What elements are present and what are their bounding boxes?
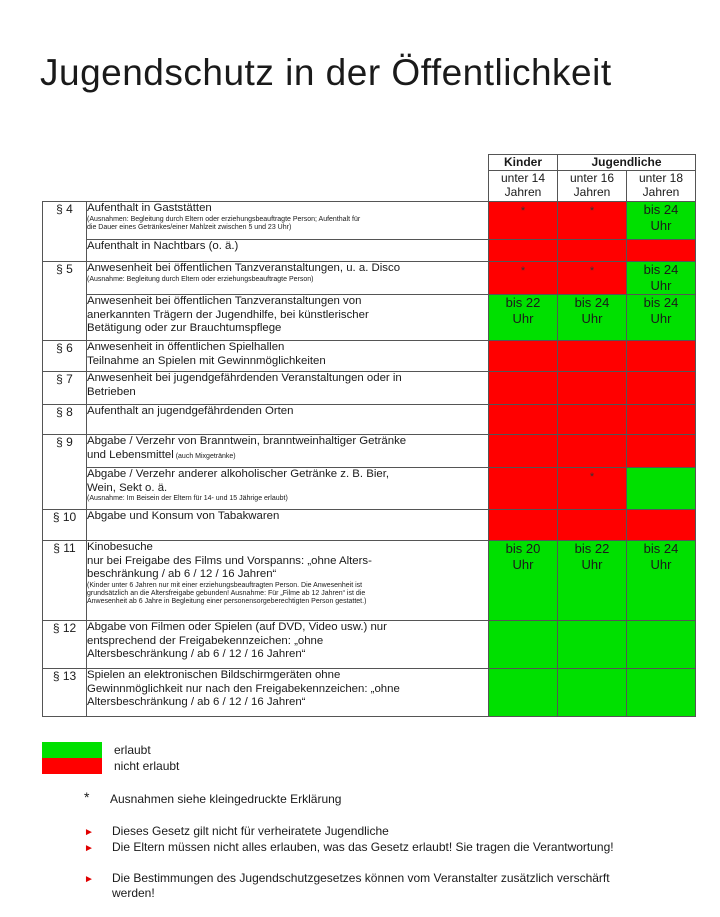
table-row [43,240,696,262]
description-line: Wein, Sekt o. ä. [87,481,168,494]
table-row [43,405,696,435]
bullet-text: Dieses Gesetz gilt nicht für verheiratete Jugendliche [112,824,389,838]
rule-description [87,405,489,435]
legend-nicht-erlaubt-label: nicht erlaubt [114,759,180,773]
status-cell-nicht-erlaubt [489,510,558,541]
exception-marker: * [589,471,595,483]
age-header-1 [489,171,558,202]
description-line: Abgabe von Filmen oder Spielen (auf DVD, Video usw.) nur [87,621,387,633]
time-limit: Uhr [650,218,672,233]
age-header-line: unter 18 [638,171,684,185]
status-cell-erlaubt [558,541,627,621]
age-header-3 [627,171,696,202]
time-limit: bis 24 [643,262,679,277]
time-limit: Uhr [650,311,672,326]
status-cell-nicht-erlaubt [489,435,558,468]
description-line: Betätigung oder zur Brauchtumspflege [87,322,282,334]
table-row [43,435,696,468]
fine-print: die Dauer eines Getränkes/einer Mahlzeit zwischen 5 und 23 Uhr) [87,223,292,231]
exception-marker: * [520,265,526,277]
paragraph-number: § 5 [43,262,87,341]
time-limit: bis 24 [643,202,679,217]
rule-description [87,510,489,541]
time-limit: bis 24 [643,295,679,310]
rule-description [87,541,489,621]
description-line: Anwesenheit in öffentlichen Spielhallen [87,341,285,353]
description-line: Gewinnmöglichkeit nur nach den Freigabekennzeichen: „ohne [87,682,400,695]
age-header-2 [558,171,627,202]
header-jugendliche: Jugendliche [558,155,696,171]
time-limit: bis 24 [574,295,610,310]
fine-print: (Ausnahmen: Begleitung durch Eltern oder erziehungsbeauftragte Person; Aufenthalt für [87,215,361,223]
status-cell-erlaubt [489,669,558,717]
arrow-bullet-icon: ► [84,827,94,838]
rule-description [87,372,489,405]
exception-marker: * [520,205,526,217]
paragraph-number: § 4 [43,202,87,262]
description-line: Aufenthalt in Gaststätten [87,202,212,214]
arrow-bullet-icon: ► [84,843,94,854]
paragraph-number: § 10 [43,510,87,541]
table-row [43,669,696,717]
exception-marker: * [589,205,595,217]
status-cell-erlaubt [627,295,696,341]
description-line: Abgabe und Konsum von Tabakwaren [87,510,280,522]
fine-print: (Ausnahme: Im Beisein der Eltern für 14- und 15 Jährige erlaubt) [87,495,288,502]
description-line: Teilnahme an Spielen mit Gewinnmöglichkeiten [87,354,326,367]
description-line: Altersbeschränkung / ab 6 / 12 / 16 Jahren“ [87,648,306,660]
description-line: Aufenthalt an jugendgefährdenden Orten [87,405,294,417]
status-cell-erlaubt [489,295,558,341]
rule-description [87,262,489,295]
bullet-text: Die Eltern müssen nicht alles erlauben, was das Gesetz erlaubt! Sie tragen die Verantwortung! [112,840,614,854]
time-limit: Uhr [512,557,534,572]
status-cell-erlaubt [627,669,696,717]
description-line: und Lebensmittel (auch Mixgetränke) [87,448,236,461]
status-cell-nicht-erlaubt [558,341,627,372]
description-line: beschränkung / ab 6 / 12 / 16 Jahren“ [87,568,277,580]
status-cell-erlaubt [627,262,696,295]
status-cell-erlaubt [558,295,627,341]
age-header-line: Jahren [504,185,542,199]
paragraph-number: § 11 [43,541,87,621]
paragraph-number: § 9 [43,435,87,510]
rule-description [87,669,489,717]
inline-fine-print: (auch Mixgetränke) [173,452,236,460]
time-limit: bis 22 [505,295,541,310]
status-cell-nicht-erlaubt [627,372,696,405]
status-cell-nicht-erlaubt [558,405,627,435]
description-line: Anwesenheit bei jugendgefährdenden Veranstaltungen oder in [87,372,402,384]
legend-erlaubt-label: erlaubt [114,743,151,757]
description-line: nur bei Freigabe des Films und Vorspanns: „ohne Alters- [87,554,372,567]
arrow-bullet-icon: ► [84,874,94,885]
age-header-line: unter 16 [569,171,615,185]
status-cell-nicht-erlaubt [489,405,558,435]
fine-print: Anwesenheit ab 6 Jahre in Begleitung einer personensorgeberechtigten Person gestattet.) [87,597,367,605]
rule-description [87,240,489,262]
status-cell-nicht-erlaubt [558,468,627,510]
paragraph-number: § 6 [43,341,87,372]
table-row [43,621,696,669]
status-cell-erlaubt [627,468,696,510]
status-cell-nicht-erlaubt [627,510,696,541]
rule-description [87,621,489,669]
fine-print: grundsätzlich an die Altersfreigabe gebunden! Ausnahme: Für „Filme ab 12 Jahren“ ist die [87,589,366,597]
table-row [43,510,696,541]
status-cell-nicht-erlaubt [627,405,696,435]
status-cell-nicht-erlaubt [489,202,558,240]
youth-protection-table [42,154,696,717]
status-cell-nicht-erlaubt [558,240,627,262]
rule-description [87,295,489,341]
status-cell-nicht-erlaubt [489,372,558,405]
description-line: Altersbeschränkung / ab 6 / 12 / 16 Jahren“ [87,696,306,708]
table-row [43,372,696,405]
exception-note-text: Ausnahmen siehe kleingedruckte Erklärung [110,792,342,806]
paragraph-number: § 8 [43,405,87,435]
legend-green-swatch [42,742,102,758]
time-limit: Uhr [650,278,672,293]
rule-description [87,468,489,510]
rule-description [87,202,489,240]
paragraph-number: § 7 [43,372,87,405]
table-row [43,295,696,341]
legend-red-swatch [42,758,102,774]
page-title: Jugendschutz in der Öffentlichkeit [40,52,612,93]
paragraph-number: § 13 [43,669,87,717]
status-cell-nicht-erlaubt [489,468,558,510]
status-cell-nicht-erlaubt [558,435,627,468]
age-header-line: unter 14 [500,171,546,185]
table-row [43,468,696,510]
description-line: Anwesenheit bei öffentlichen Tanzveranstaltungen, u. a. Disco [87,262,401,274]
time-limit: bis 22 [574,541,610,556]
age-header-line: Jahren [642,185,680,199]
header-kinder: Kinder [489,155,558,171]
description-line: entsprechend der Freigabekennzeichen: „ohne [87,634,324,647]
status-cell-nicht-erlaubt [558,372,627,405]
table-row [43,262,696,295]
status-cell-nicht-erlaubt [558,510,627,541]
paragraph-number: § 12 [43,621,87,669]
status-cell-erlaubt [627,621,696,669]
rule-description [87,341,489,372]
table-row [43,202,696,240]
status-cell-nicht-erlaubt [558,202,627,240]
fine-print: (Ausnahme: Begleitung durch Eltern oder erziehungsbeauftragte Person) [87,275,314,283]
description-line: Anwesenheit bei öffentlichen Tanzveranstaltungen von [87,295,362,307]
bullet-text: Die Bestimmungen des Jugendschutzgesetzes können vom Veranstalter zusätzlich verschärft werden! [112,871,610,900]
time-limit: Uhr [581,311,603,326]
description-line: Betrieben [87,385,136,398]
description-line: Spielen an elektronischen Bildschirmgeräten ohne [87,669,341,681]
rule-description [87,435,489,468]
exception-marker: * [589,265,595,277]
status-cell-erlaubt [558,621,627,669]
status-cell-nicht-erlaubt [627,435,696,468]
status-cell-nicht-erlaubt [627,341,696,372]
time-limit: Uhr [512,311,534,326]
status-cell-nicht-erlaubt [489,262,558,295]
description-line: Abgabe / Verzehr anderer alkoholischer Getränke z. B. Bier, [87,468,390,480]
time-limit: bis 20 [505,541,541,556]
status-cell-erlaubt [627,541,696,621]
description-line: Kinobesuche [87,541,153,553]
status-cell-erlaubt [558,669,627,717]
status-cell-nicht-erlaubt [627,240,696,262]
time-limit: Uhr [650,557,672,572]
description-line: Aufenthalt in Nachtbars (o. ä.) [87,240,239,252]
status-cell-erlaubt [627,202,696,240]
status-cell-erlaubt [489,541,558,621]
time-limit: bis 24 [643,541,679,556]
age-header-line: Jahren [573,185,611,199]
fine-print: (Kinder unter 6 Jahren nur mit einer erziehungsbeauftragten Person. Die Anwesenheit ist [87,581,363,589]
table-row [43,541,696,621]
status-cell-erlaubt [489,621,558,669]
table-row [43,341,696,372]
asterisk-bullet: * [84,789,90,805]
description-line: Abgabe / Verzehr von Branntwein, branntweinhaltiger Getränke [87,435,407,447]
time-limit: Uhr [581,557,603,572]
description-line: anerkannten Trägern der Jugendhilfe, bei künstlerischer [87,308,369,321]
status-cell-nicht-erlaubt [558,262,627,295]
status-cell-nicht-erlaubt [489,240,558,262]
status-cell-nicht-erlaubt [489,341,558,372]
